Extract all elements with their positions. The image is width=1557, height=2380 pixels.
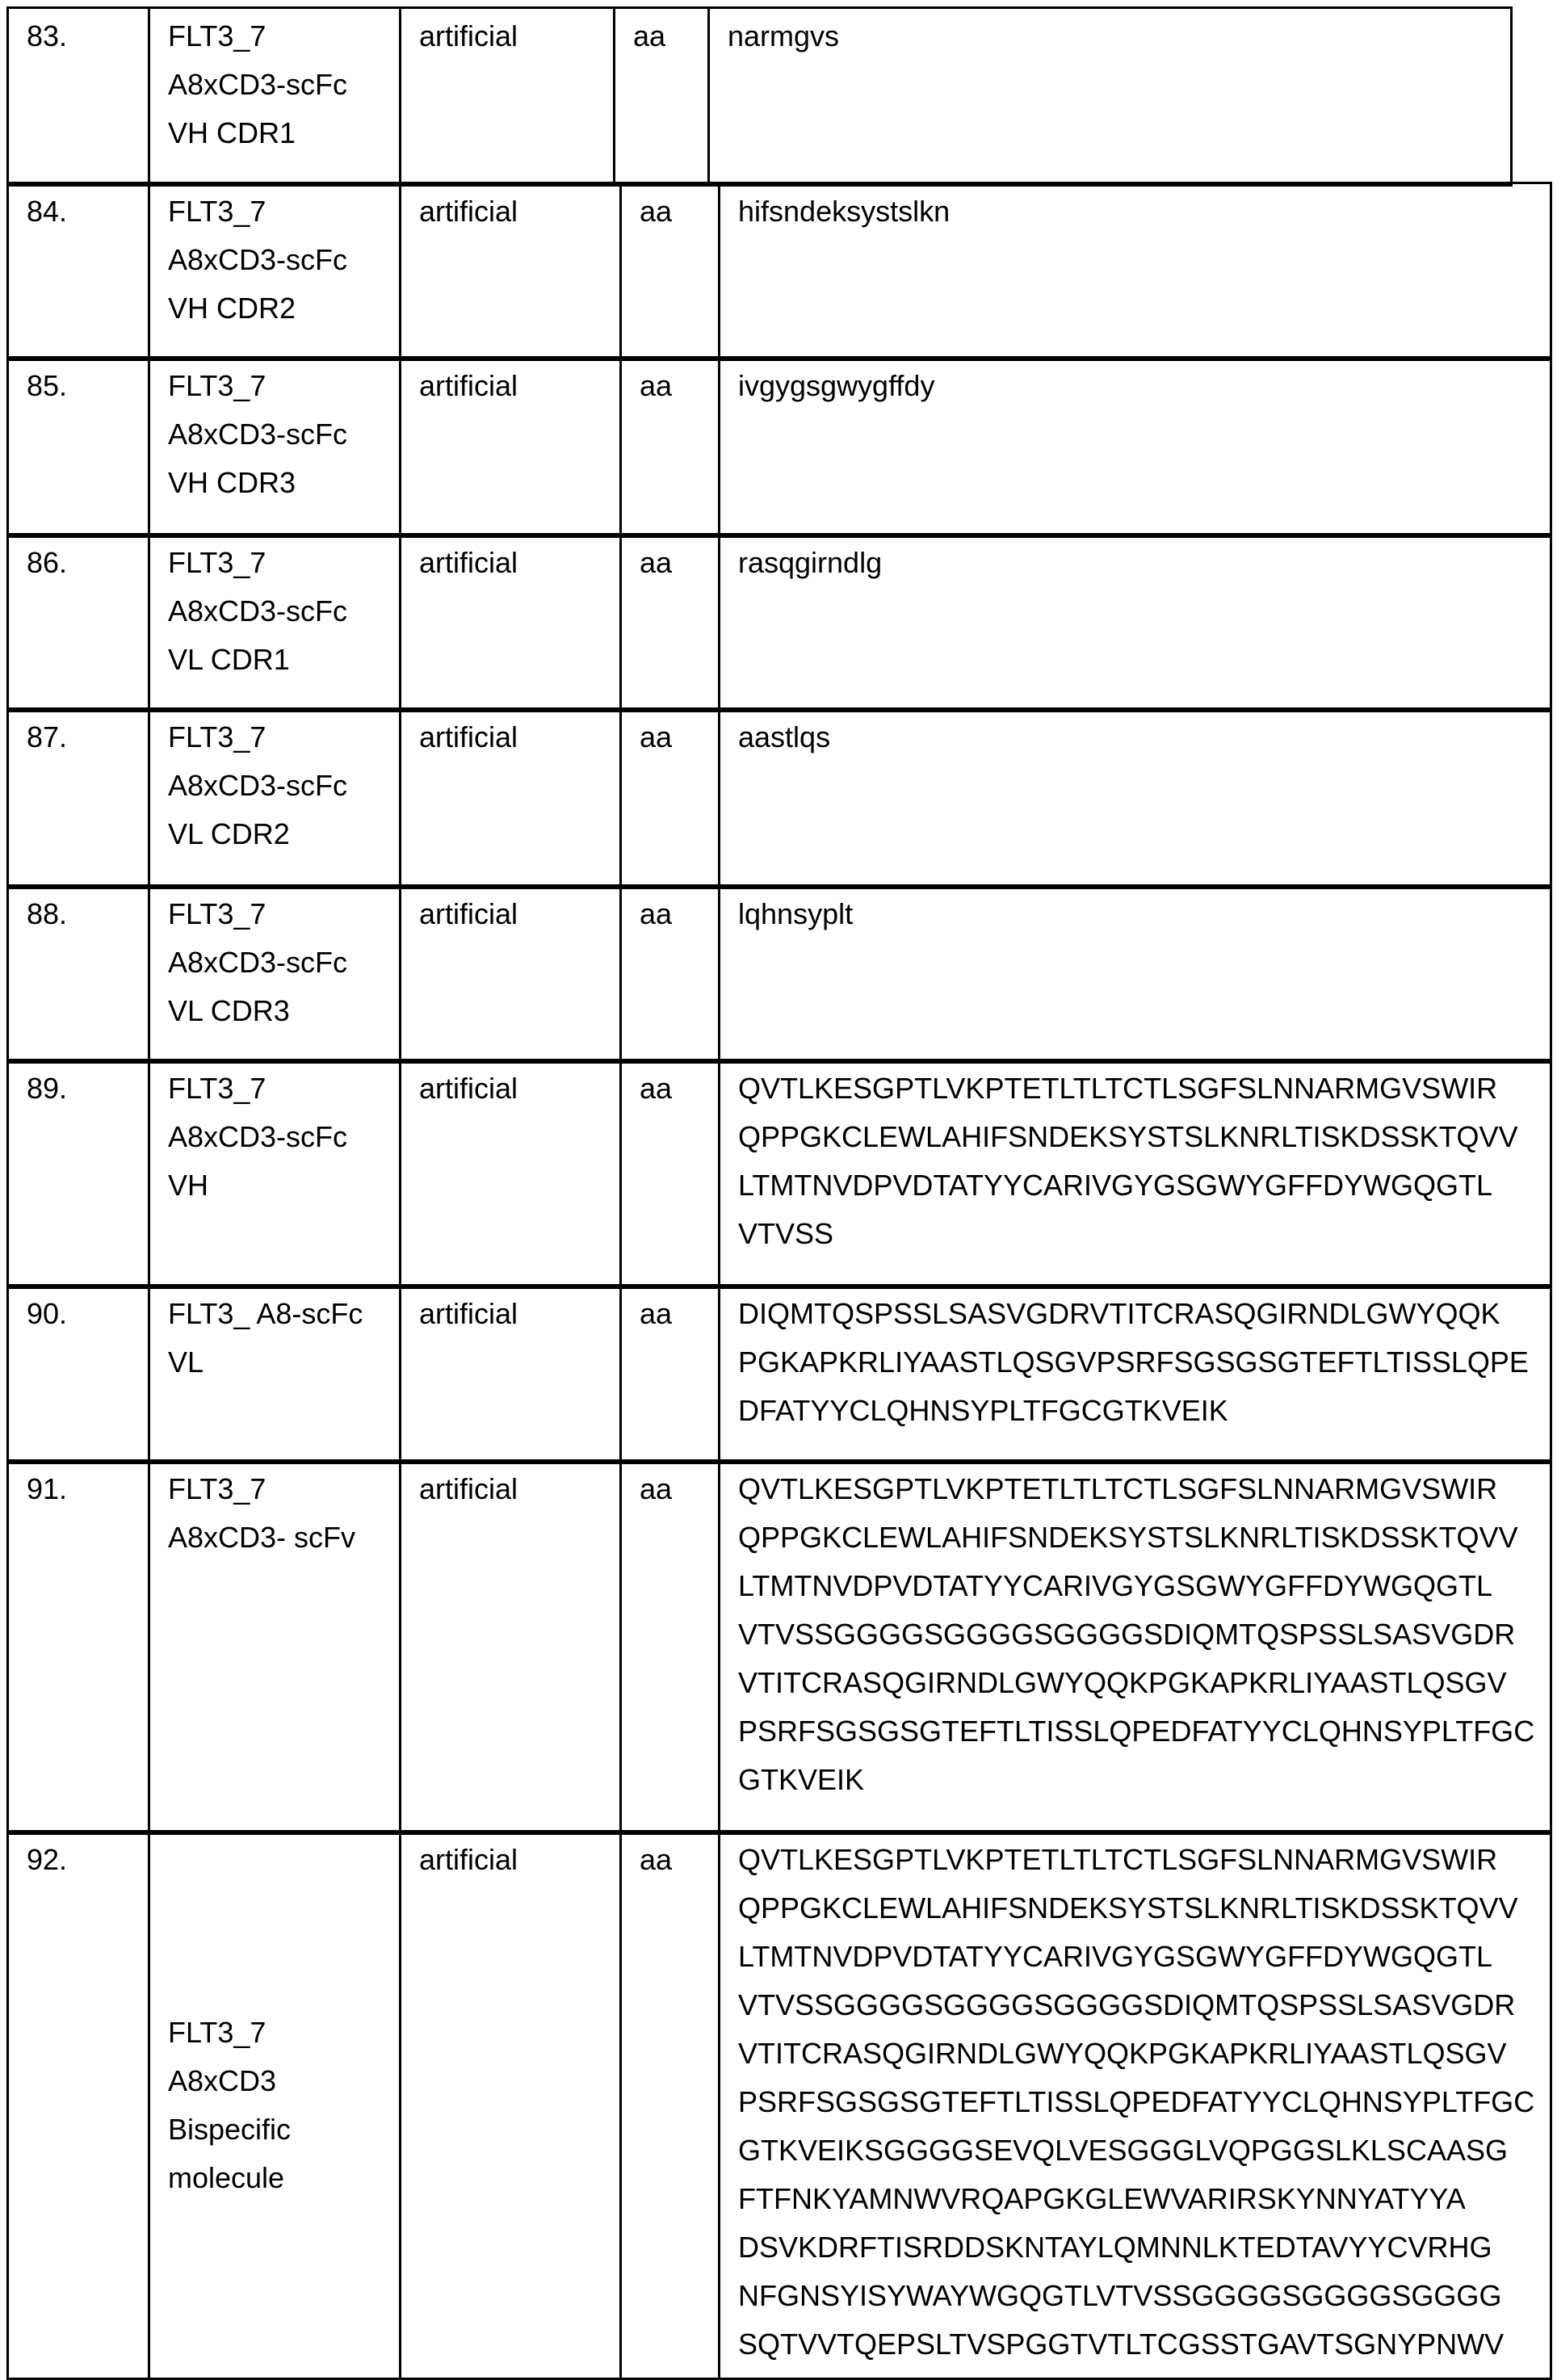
organism-cell [399,6,615,187]
name-cell [148,182,401,361]
organism-text: artificial [419,1843,518,1876]
table-row [0,9,1557,187]
sequence-text: DIQMTQSPSSLSASVGDRVTITCRASQGIRNDLGWYQQK PGKAPKRLIYAASTLQSGVPSRFSGSGSGTEFTLTISSLQPE DFATYYCLQHNSYPLTFGCGTKVEIK [738,1297,1529,1427]
seq-id-cell [6,182,150,361]
type-cell [619,356,720,538]
type-text: aa [640,1297,672,1330]
seq-id-cell [6,1284,150,1464]
name-cell [148,6,401,187]
type-cell [619,707,720,889]
organism-text: artificial [419,195,518,228]
sequence-text: hifsndeksystslkn [738,195,950,228]
organism-cell [399,1059,622,1289]
type-text: aa [640,897,672,930]
type-text: aa [640,1472,672,1505]
name-text: FLT3_7 A8xCD3-scFc VL CDR2 [168,720,347,850]
organism-text: artificial [419,897,518,930]
type-text: aa [640,1843,672,1876]
sequence-text: ivgygsgwygffdy [738,369,934,402]
name-text: FLT3_7 A8xCD3 Bispecific molecule [168,2009,291,2202]
name-cell [148,1830,401,2380]
seq-id-cell [6,1830,150,2380]
name-cell [148,707,401,889]
name-cell [148,1284,401,1464]
type-cell [619,533,720,712]
type-text: aa [640,546,672,579]
sequence-cell [718,533,1552,712]
seq-id-text: 88. [27,897,67,930]
name-text: FLT3_7 A8xCD3-scFc VL CDR1 [168,546,347,676]
table-row [0,1061,1557,1289]
organism-text: artificial [419,1472,518,1505]
sequence-text: narmgvs [728,19,839,52]
seq-id-text: 90. [27,1297,67,1330]
sequence-text: rasqgirndlg [738,546,882,579]
sequence-cell [718,356,1552,538]
organism-cell [399,533,622,712]
sequence-text: QVTLKESGPTLVKPTETLTLTCTLSGFSLNNARMGVSWIR QPPGKCLEWLAHIFSNDEKSYSTSLKNRLTISKDSSKTQVV LTMTNVDPVDTATYYCARIVGYGSGWYGFFDYWGQGTL VTVSS [738,1072,1518,1250]
organism-cell [399,182,622,361]
organism-text: artificial [419,1297,518,1330]
sequence-text: lqhnsyplt [738,897,853,930]
type-cell [619,182,720,361]
organism-cell [399,1830,622,2380]
name-text: FLT3_7 A8xCD3-scFc VH CDR1 [168,19,347,149]
table-row [0,1462,1557,1835]
type-cell [619,1059,720,1289]
seq-id-text: 83. [27,19,67,52]
organism-text: artificial [419,720,518,753]
seq-id-text: 91. [27,1472,67,1505]
type-text: aa [640,195,672,228]
seq-id-text: 87. [27,720,67,753]
sequence-cell [718,1459,1552,1835]
name-cell [148,356,401,538]
seq-id-cell [6,533,150,712]
type-text: aa [633,19,665,52]
organism-cell [399,884,622,1064]
type-cell [619,1830,720,2380]
name-cell [148,884,401,1064]
name-cell [148,1459,401,1835]
table-row [0,1832,1557,2380]
organism-cell [399,707,622,889]
sequence-cell [718,1284,1552,1464]
name-cell [148,533,401,712]
table-row [0,710,1557,889]
type-text: aa [640,720,672,753]
table-row [0,184,1557,361]
name-text: FLT3_7 A8xCD3-scFc VL CDR3 [168,897,347,1027]
sequence-cell [707,6,1513,187]
type-cell [619,1284,720,1464]
seq-id-cell [6,1459,150,1835]
name-text: FLT3_7 A8xCD3-scFc VH [168,1072,347,1202]
organism-text: artificial [419,19,518,52]
seq-id-text: 89. [27,1072,67,1105]
seq-id-text: 92. [27,1843,67,1876]
table-row [0,1287,1557,1464]
organism-cell [399,356,622,538]
seq-id-cell [6,356,150,538]
organism-cell [399,1459,622,1835]
organism-text: artificial [419,546,518,579]
seq-id-cell [6,6,150,187]
sequence-cell [718,1830,1552,2380]
sequence-cell [718,182,1552,361]
table-row [0,535,1557,712]
organism-text: artificial [419,369,518,402]
table-row [0,887,1557,1064]
name-cell [148,1059,401,1289]
seq-id-text: 85. [27,369,67,402]
seq-id-text: 86. [27,546,67,579]
sequence-cell [718,1059,1552,1289]
seq-id-cell [6,884,150,1064]
seq-id-text: 84. [27,195,67,228]
sequence-cell [718,707,1552,889]
name-text: FLT3_7 A8xCD3-scFc VH CDR3 [168,369,347,499]
organism-text: artificial [419,1072,518,1105]
sequence-text: QVTLKESGPTLVKPTETLTLTCTLSGFSLNNARMGVSWIR QPPGKCLEWLAHIFSNDEKSYSTSLKNRLTISKDSSKTQVV LTMTNVDPVDTATYYCARIVGYGSGWYGFFDYWGQGTL VTVSSGGGGSGGGGSGGGGSDIQMTQSPSSLSASVGDR VTITCRASQGIRNDLGWYQQKPGKAPKRLIYAASTLQSGV PSRFSGSGSGTEFTLTISSLQPEDFATYYCLQHNSYPLTFGC GTKVEIKSGGGGSEVQLVESGGGLVQPGGSLKLSCAASG FTFNKYAMNWVRQAPGKGLEWVARIRSKYNNYATYYA DSVKDRFTISRDDSKNTAYLQMNNLKTEDTAVYYCVRHG NFGNSYISYWAYWGQGTLVTVSSGGGGSGGGGSGGGG SQTVVTQEPSLTVSPGGTVTLTCGSSTGAVTSGNYPNWV [738,1843,1534,2361]
type-cell [619,1459,720,1835]
name-text: FLT3_7 A8xCD3-scFc VH CDR2 [168,195,347,325]
type-text: aa [640,369,672,402]
sequence-text: QVTLKESGPTLVKPTETLTLTCTLSGFSLNNARMGVSWIR QPPGKCLEWLAHIFSNDEKSYSTSLKNRLTISKDSSKTQVV LTMTNVDPVDTATYYCARIVGYGSGWYGFFDYWGQGTL VTVSSGGGGSGGGGSGGGGSDIQMTQSPSSLSASVGDR VTITCRASQGIRNDLGWYQQKPGKAPKRLIYAASTLQSGV PSRFSGSGSGTEFTLTISSLQPEDFATYYCLQHNSYPLTFGC GTKVEIK [738,1472,1534,1796]
seq-id-cell [6,1059,150,1289]
sequence-text: aastlqs [738,720,830,753]
type-cell [619,884,720,1064]
seq-id-cell [6,707,150,889]
name-text: FLT3_ A8-scFc VL [168,1297,363,1379]
type-cell [613,6,710,187]
sequence-cell [718,884,1552,1064]
type-text: aa [640,1072,672,1105]
name-text: FLT3_7 A8xCD3- scFv [168,1472,355,1554]
organism-cell [399,1284,622,1464]
table-row [0,359,1557,538]
